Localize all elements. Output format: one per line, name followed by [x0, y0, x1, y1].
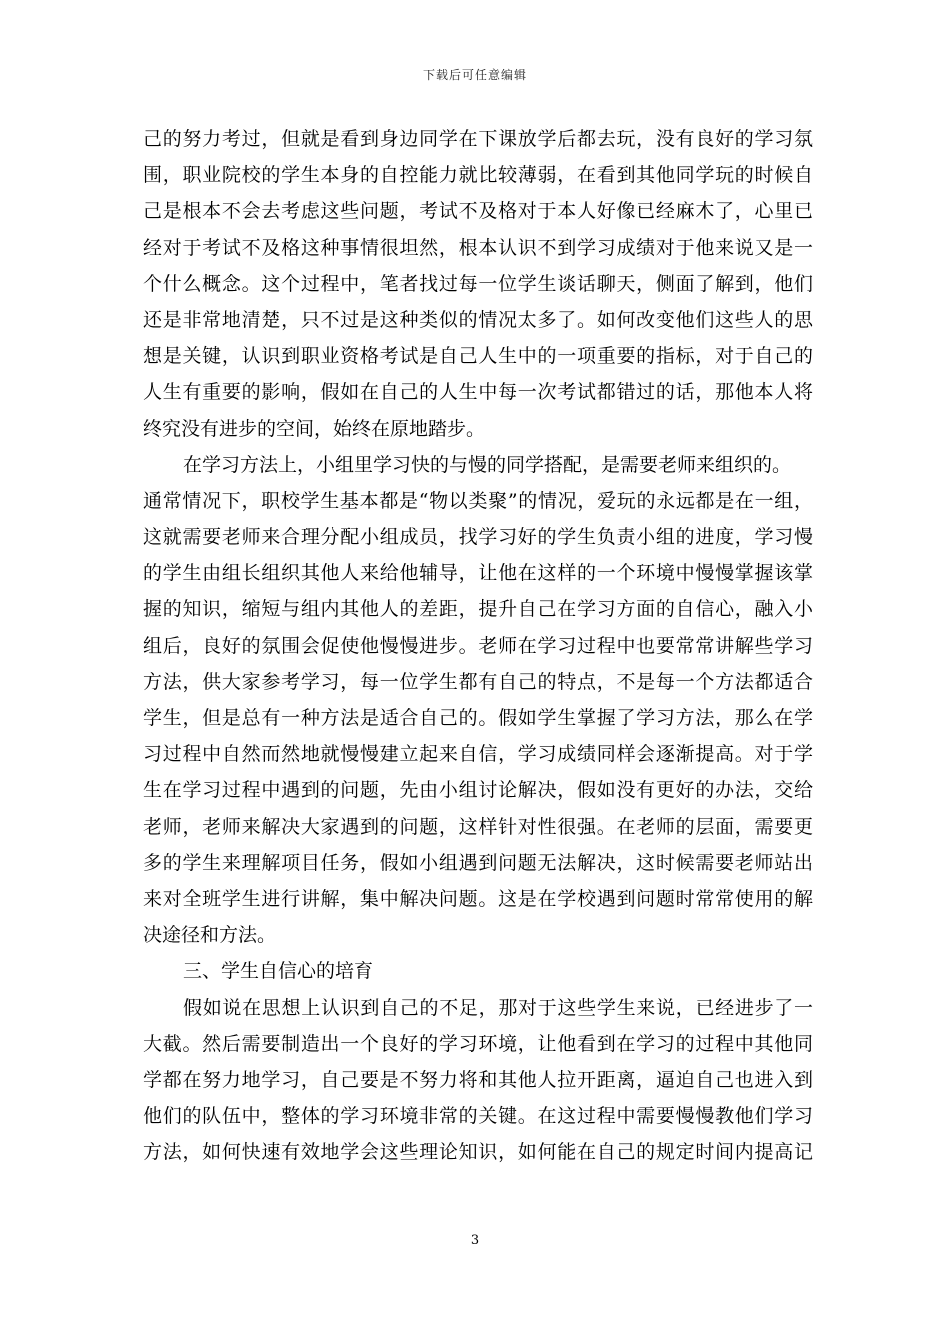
text-line: 大截。然后需要制造出一个良好的学习环境，让他看到在学习的过程中其他同 — [143, 1032, 813, 1055]
text-line: 经对于考试不及格这种事情很坦然，根本认识不到学习成绩对于他来说又是一 — [143, 236, 813, 259]
text-line: 人生有重要的影响，假如在自己的人生中每一次考试都错过的话，那他本人将 — [143, 381, 813, 404]
text-line: 组后，良好的氛围会促使他慢慢进步。老师在学习过程中也要常常讲解些学习 — [143, 634, 813, 657]
text-line: 通常情况下，职校学生基本都是“物以类聚”的情况，爱玩的永远都是在一组， — [143, 489, 813, 512]
text-line: 个什么概念。这个过程中，笔者找过每一位学生谈话聊天，侧面了解到，他们 — [143, 272, 813, 295]
page-number: 3 — [470, 1233, 480, 1248]
text-line: 的学生由组长组织其他人来给他辅导，让他在这样的一个环境中慢慢掌握该掌 — [143, 562, 813, 585]
text-line: 假如说在思想上认识到自己的不足，那对于这些学生来说，已经进步了一 — [183, 996, 813, 1019]
text-line: 终究没有进步的空间，始终在原地踏步。 — [143, 417, 486, 440]
text-line: 他们的队伍中，整体的学习环境非常的关键。在这过程中需要慢慢教他们学习 — [143, 1105, 813, 1128]
text-line: 还是非常地清楚，只不过是这种类似的情况太多了。如何改变他们这些人的思 — [143, 308, 813, 331]
text-line: 围，职业院校的学生本身的自控能力就比较薄弱，在看到其他同学玩的时候自 — [143, 164, 813, 187]
text-line: 生在学习过程中遇到的问题，先由小组讨论解决，假如没有更好的办法，交给 — [143, 779, 813, 802]
text-line: 握的知识，缩短与组内其他人的差距，提升自己在学习方面的自信心，融入小 — [143, 598, 813, 621]
text-line: 方法，如何快速有效地学会这些理论知识，如何能在自己的规定时间内提高记 — [143, 1141, 813, 1164]
page-header: 下载后可任意编辑 — [422, 68, 527, 82]
text-line: 学都在努力地学习，自己要是不努力将和其他人拉开距离，逼迫自己也进入到 — [143, 1068, 813, 1091]
text-line: 老师，老师来解决大家遇到的问题，这样针对性很强。在老师的层面，需要更 — [143, 815, 813, 838]
text-line: 学生，但是总有一种方法是适合自己的。假如学生掌握了学习方法，那么在学 — [143, 707, 813, 729]
text-line: 来对全班学生进行讲解，集中解决问题。这是在学校遇到问题时常常使用的解 — [143, 887, 813, 910]
text-line: 想是关键，认识到职业资格考试是自己人生中的一项重要的指标，对于自己的 — [143, 345, 813, 368]
text-line: 方法，供大家参考学习，每一位学生都有自己的特点，不是每一个方法都适合 — [143, 670, 813, 693]
document-body — [143, 121, 813, 1170]
text-line: 己是根本不会去考虑这些问题，考试不及格对于本人好像已经麻木了，心里已 — [143, 200, 813, 223]
text-line: 多的学生来理解项目任务，假如小组遇到问题无法解决，这时候需要老师站出 — [143, 851, 813, 874]
text-line: 三、学生自信心的培育 — [183, 960, 374, 983]
text-line: 决途径和方法。 — [143, 924, 277, 947]
text-line: 习过程中自然而然地就慢慢建立起来自信，学习成绩同样会逐渐提高。对于学 — [143, 743, 813, 766]
text-line: 这就需要老师来合理分配小组成员，找学习好的学生负责小组的进度，学习慢 — [143, 526, 813, 549]
text-line: 在学习方法上，小组里学习快的与慢的同学搭配，是需要老师来组织的。 — [183, 453, 792, 476]
text-line: 己的努力考过，但就是看到身边同学在下课放学后都去玩，没有良好的学习氛 — [143, 128, 813, 150]
